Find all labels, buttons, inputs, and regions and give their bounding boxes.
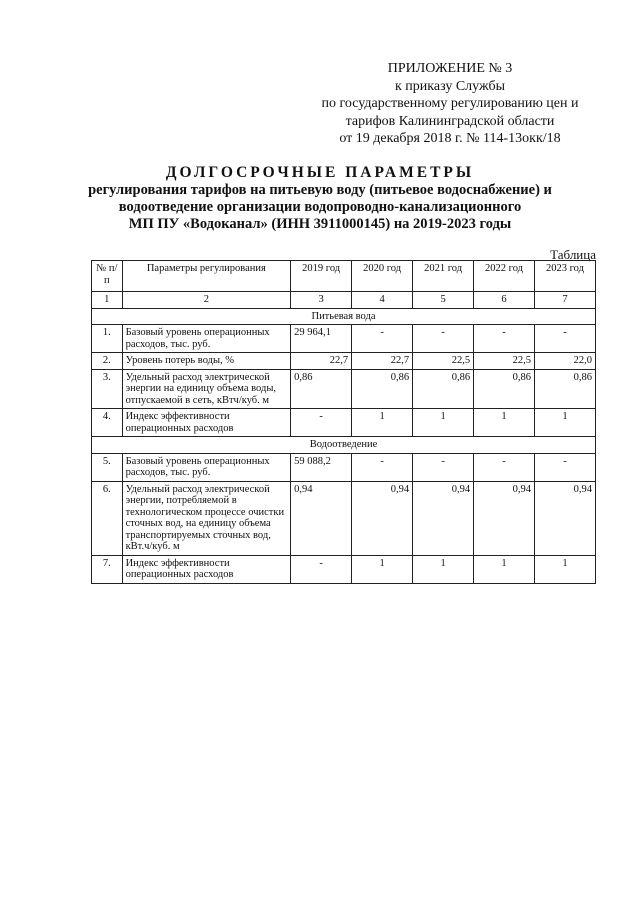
col-number: 7	[535, 292, 596, 309]
row-value-2019: 29 964,1	[291, 325, 352, 353]
row-num: 7.	[92, 555, 123, 583]
row-value-2019: 0,94	[291, 481, 352, 555]
row-param: Базовый уровень операционных расходов, тыс. руб.	[122, 453, 291, 481]
row-param: Индекс эффективности операционных расходов	[122, 555, 291, 583]
row-value-2020: 1	[352, 555, 413, 583]
row-num: 2.	[92, 353, 123, 370]
row-value-2022: -	[474, 325, 535, 353]
row-value-2023: 1	[535, 555, 596, 583]
row-value-2020: -	[352, 325, 413, 353]
table-row	[92, 555, 596, 583]
table-caption: Таблица	[550, 247, 596, 262]
row-param: Индекс эффективности операционных расходов	[122, 409, 291, 437]
header-2022: 2022 год	[474, 261, 535, 292]
section-row-water	[92, 308, 596, 325]
appendix-date-line: от 19 декабря 2018 г. № 114-13окк/18	[339, 131, 561, 146]
col-number: 1	[92, 292, 123, 309]
row-param: Удельный расход электрической энергии, потребляемой в технологическом процессе очистки сточных вод, на единицу объема транспортируемых сточных вод, кВт.ч/куб. м	[122, 481, 291, 555]
row-value-2022: 22,5	[474, 353, 535, 370]
header-2019: 2019 год	[291, 261, 352, 292]
row-value-2023: 0,94	[535, 481, 596, 555]
appendix-region-line: тарифов Калининградской области	[345, 113, 555, 129]
col-number: 2	[122, 292, 291, 309]
section-title-sewage: Водоотведение	[92, 437, 596, 454]
row-value-2023: 1	[535, 409, 596, 437]
row-num: 4.	[92, 409, 123, 437]
header-param: Параметры регулирования	[122, 261, 291, 292]
row-num: 6.	[92, 481, 123, 555]
row-value-2021: 1	[413, 409, 474, 437]
row-param: Уровень потерь воды, %	[122, 353, 291, 370]
column-number-row	[92, 292, 596, 309]
table-row	[92, 369, 596, 409]
row-value-2022: 1	[474, 409, 535, 437]
row-value-2023: -	[535, 453, 596, 481]
row-value-2023: 0,86	[535, 369, 596, 409]
row-value-2021: -	[413, 325, 474, 353]
section-title-water: Питьевая вода	[92, 308, 596, 325]
row-value-2021: 0,86	[413, 369, 474, 409]
document-title	[60, 164, 580, 233]
row-num: 1.	[92, 325, 123, 353]
title-main: ДОЛГОСРОЧНЫЕ ПАРАМЕТРЫ	[165, 164, 475, 181]
appendix-order-ref: к приказу Службы	[395, 78, 505, 94]
row-num: 3.	[92, 369, 123, 409]
row-value-2022: 0,94	[474, 481, 535, 555]
section-row-sewage	[92, 437, 596, 454]
row-value-2019: 0,86	[291, 369, 352, 409]
col-number: 4	[352, 292, 413, 309]
row-value-2023: -	[535, 325, 596, 353]
row-value-2020: 22,7	[352, 353, 413, 370]
table-header-row	[92, 261, 596, 292]
col-number: 3	[291, 292, 352, 309]
row-value-2020: 0,94	[352, 481, 413, 555]
parameters-table	[91, 260, 596, 584]
col-number: 6	[474, 292, 535, 309]
table-row	[92, 409, 596, 437]
title-line-3: водоотведение организации водопроводно-канализационного	[118, 199, 522, 215]
row-value-2019: 59 088,2	[291, 453, 352, 481]
row-value-2021: -	[413, 453, 474, 481]
row-param: Удельный расход электрической энергии на единицу объема воды, отпускаемой в сеть, кВтч/куб. м	[122, 369, 291, 409]
row-value-2022: 0,86	[474, 369, 535, 409]
row-value-2019: -	[291, 409, 352, 437]
row-value-2019: 22,7	[291, 353, 352, 370]
row-value-2021: 0,94	[413, 481, 474, 555]
row-value-2020: -	[352, 453, 413, 481]
row-value-2023: 22,0	[535, 353, 596, 370]
table-row	[92, 453, 596, 481]
row-value-2020: 1	[352, 409, 413, 437]
row-value-2021: 22,5	[413, 353, 474, 370]
row-value-2022: 1	[474, 555, 535, 583]
header-num: № п/п	[92, 261, 123, 292]
row-value-2019: -	[291, 555, 352, 583]
title-line-4: МП ПУ «Водоканал» (ИНН 3911000145) на 2019-2023 годы	[128, 216, 512, 232]
table-row	[92, 325, 596, 353]
table-row	[92, 481, 596, 555]
header-2020: 2020 год	[352, 261, 413, 292]
header-2021: 2021 год	[413, 261, 474, 292]
appendix-number: ПРИЛОЖЕНИЕ № 3	[387, 61, 513, 76]
row-num: 5.	[92, 453, 123, 481]
appendix-service-line: по государственному регулированию цен и	[321, 96, 579, 111]
row-param: Базовый уровень операционных расходов, тыс. руб.	[122, 325, 291, 353]
appendix-header	[300, 60, 600, 148]
row-value-2022: -	[474, 453, 535, 481]
col-number: 5	[413, 292, 474, 309]
row-value-2020: 0,86	[352, 369, 413, 409]
table-row	[92, 353, 596, 370]
header-2023: 2023 год	[535, 261, 596, 292]
row-value-2021: 1	[413, 555, 474, 583]
title-line-2: регулирования тарифов на питьевую воду (питьевое водоснабжение) и	[88, 182, 552, 198]
